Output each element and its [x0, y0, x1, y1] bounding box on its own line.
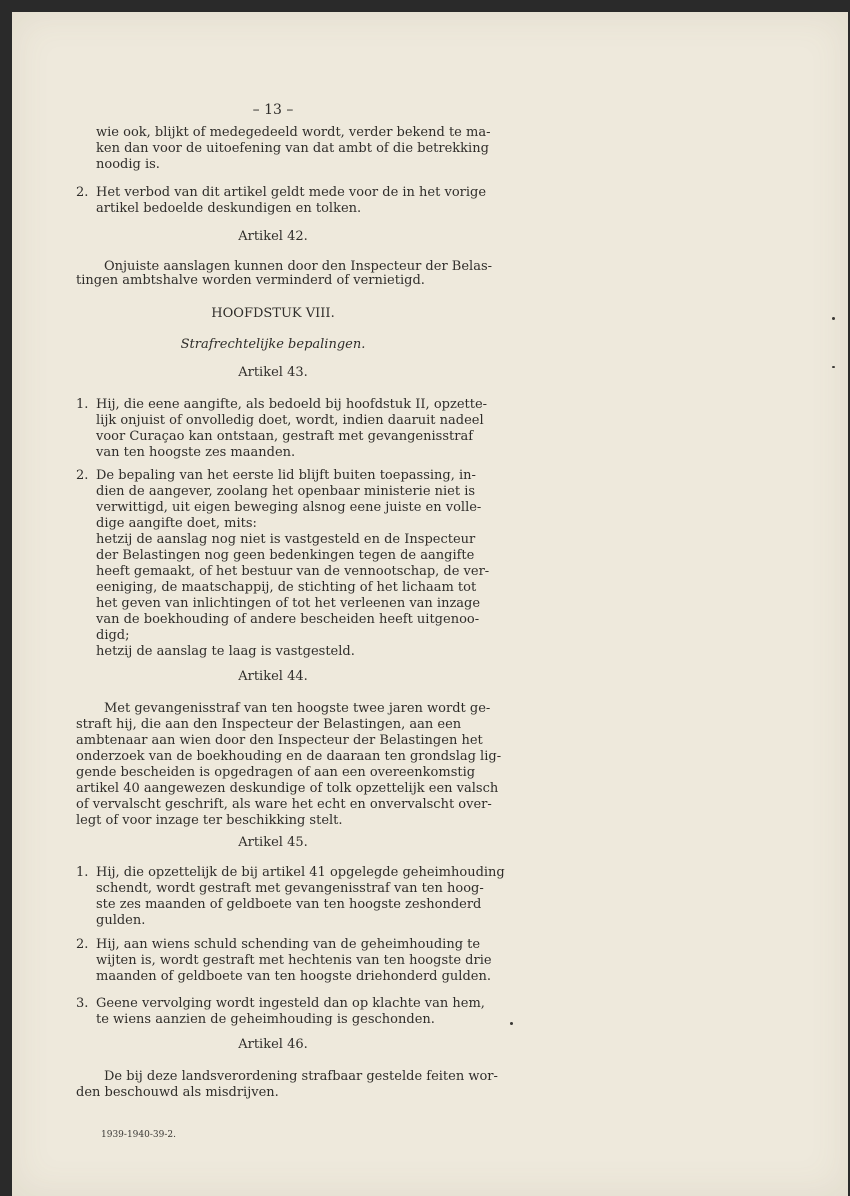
text-line: verwittigd, uit eigen beweging alsnog eene juiste en volle- — [96, 500, 482, 515]
text-line: ambtenaar aan wien door den Inspecteur der Belastingen het — [76, 733, 483, 748]
text-line: dige aangifte doet, mits: — [96, 516, 257, 531]
text-line: digd; — [96, 628, 130, 643]
list-number: 2. — [76, 185, 89, 200]
footer-code: 1939-1940-39-2. — [101, 1130, 176, 1140]
text-line: hetzij de aanslag nog niet is vastgesteld en de Inspecteur — [96, 532, 476, 547]
text-line: hetzij de aanslag te laag is vastgesteld. — [96, 644, 355, 659]
text-line: dien de aangever, zoolang het openbaar ministerie niet is — [96, 484, 476, 499]
text-line: artikel 40 aangewezen deskundige of tolk opzettelijk een valsch — [76, 781, 499, 796]
text-line: Hij, aan wiens schuld schending van de geheimhouding te — [96, 937, 481, 952]
text-line: Hij, die eene aangifte, als bedoeld bij hoofdstuk II, opzette- — [96, 397, 488, 412]
list-number: 2. — [76, 468, 89, 483]
text-line: maanden of geldboete van ten hoogste driehonderd gulden. — [96, 969, 491, 984]
text-line: te wiens aanzien de geheimhouding is geschonden. — [96, 1012, 435, 1027]
text-line: legt of voor inzage ter beschikking stelt. — [76, 813, 343, 828]
text-line: ken dan voor de uitoefening van dat ambt of die betrekking — [96, 141, 489, 156]
text-line: der Belastingen nog geen bedenkingen tegen de aangifte — [96, 548, 475, 563]
text-line: van ten hoogste zes maanden. — [96, 445, 296, 460]
list-number: 1. — [76, 397, 89, 412]
text-line: voor Curaçao kan ontstaan, gestraft met gevangenisstraf — [96, 429, 473, 444]
text-line: lijk onjuist of onvolledig doet, wordt, indien daaruit nadeel — [96, 413, 484, 428]
text-line: straft hij, die aan den Inspecteur der Belastingen, aan een — [76, 717, 462, 732]
text-line: gulden. — [96, 913, 146, 928]
text-line: den beschouwd als misdrijven. — [76, 1085, 279, 1100]
article-heading: Artikel 46. — [238, 1037, 308, 1052]
list-number: 3. — [76, 996, 89, 1011]
text-line: De bij deze landsverordening strafbaar gestelde feiten wor- — [104, 1069, 498, 1084]
page-number: – 13 – — [252, 102, 294, 118]
text-line: Het verbod van dit artikel geldt mede voor de in het vorige — [96, 185, 487, 200]
text-line: Onjuiste aanslagen kunnen door den Inspecteur der Belas- — [104, 259, 493, 274]
text-line: wie ook, blijkt of medegedeeld wordt, verder bekend te ma- — [96, 125, 491, 140]
article-heading: Artikel 44. — [238, 669, 308, 684]
article-heading: Artikel 42. — [238, 229, 308, 244]
list-number: 1. — [76, 865, 89, 880]
text-line: van de boekhouding of andere bescheiden heeft uitgenoo- — [96, 612, 480, 627]
text-line: ste zes maanden of geldboete van ten hoogste zeshonderd — [96, 897, 482, 912]
text-line: Met gevangenisstraf van ten hoogste twee jaren wordt ge- — [104, 701, 491, 716]
chapter-subtitle: Strafrechtelijke bepalingen. — [180, 337, 366, 352]
text-line: gende bescheiden is opgedragen of aan een overeenkomstig — [76, 765, 476, 780]
text-line: artikel bedoelde deskundigen en tolken. — [96, 201, 362, 216]
paper-speck — [510, 1022, 513, 1025]
article-heading: Artikel 45. — [238, 835, 308, 850]
text-line: Hij, die opzettelijk de bij artikel 41 opgelegde geheimhouding — [96, 865, 505, 880]
text-line: heeft gemaakt, of het bestuur van de vennootschap, de ver- — [96, 564, 490, 579]
text-line: Geene vervolging wordt ingesteld dan op klachte van hem, — [96, 996, 485, 1011]
article-heading: Artikel 43. — [238, 365, 308, 380]
text-line: onderzoek van de boekhouding en de daaraan ten grondslag lig- — [76, 749, 502, 764]
text-line: De bepaling van het eerste lid blijft buiten toepassing, in- — [96, 468, 476, 483]
text-line: eeniging, de maatschappij, de stichting of het lichaam tot — [96, 580, 477, 595]
text-line: noodig is. — [96, 157, 160, 172]
paper-speck — [832, 317, 835, 320]
chapter-heading: HOOFDSTUK VIII. — [211, 306, 335, 321]
text-line: of vervalscht geschrift, als ware het echt en onvervalscht over- — [76, 797, 492, 812]
paper-speck — [832, 366, 835, 368]
text-line: tingen ambtshalve worden verminderd of vernietigd. — [76, 273, 425, 288]
text-line: schendt, wordt gestraft met gevangenisstraf van ten hoog- — [96, 881, 484, 896]
text-line: het geven van inlichtingen of tot het verleenen van inzage — [96, 596, 481, 611]
list-number: 2. — [76, 937, 89, 952]
text-line: wijten is, wordt gestraft met hechtenis van ten hoogste drie — [96, 953, 492, 968]
